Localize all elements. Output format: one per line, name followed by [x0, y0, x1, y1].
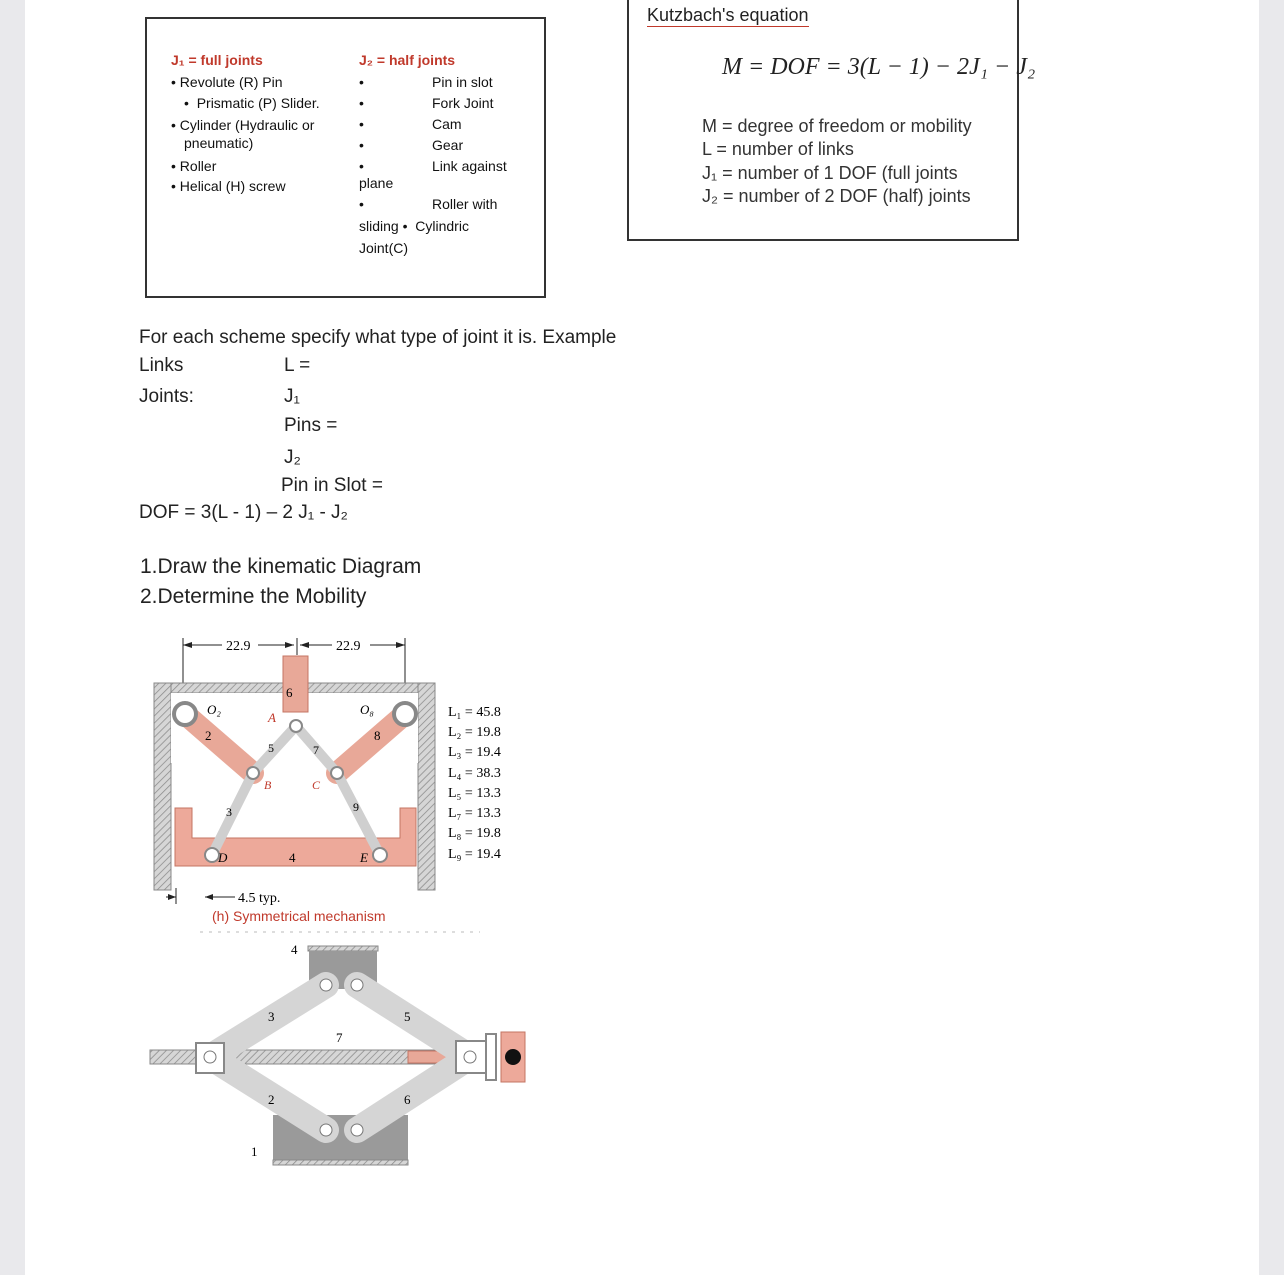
figure-caption: (h) Symmetrical mechanism — [212, 908, 386, 924]
list-item: pneumatic) — [184, 135, 254, 151]
list-item: Cam — [432, 116, 462, 132]
link-number-5: 5 — [268, 741, 274, 755]
list-item: • Helical (H) screw — [171, 178, 286, 194]
link-number-9: 9 — [353, 800, 359, 814]
definition-line: L = number of links — [702, 139, 854, 159]
list-item: • Revolute (R) Pin — [171, 74, 283, 90]
pin-in-slot-label: Pin in Slot = — [281, 475, 383, 496]
link-number-7: 7 — [313, 743, 319, 757]
joints-label: Joints: — [139, 386, 194, 407]
list-item: Gear — [432, 137, 464, 153]
task-item: 1.Draw the kinematic Diagram — [140, 555, 422, 578]
list-item: Fork Joint — [432, 95, 494, 111]
length-label: L₅ = 13.3 — [448, 786, 501, 801]
definition-line: J₂ = number of 2 DOF (half) joints — [702, 186, 971, 206]
pins-label: Pins = — [284, 415, 338, 436]
length-label: L₂ = 19.8 — [448, 725, 501, 740]
j2-label: J₂ — [284, 447, 301, 468]
point-label-e: E — [360, 850, 368, 865]
jack-link-number-5: 5 — [404, 1009, 411, 1024]
task-item: 2.Determine the Mobility — [140, 585, 367, 608]
kutzbach-equation: M = DOF = 3(L − 1) − 2J₁ − J₂ — [722, 54, 1036, 80]
length-label: L₈ = 19.8 — [448, 826, 501, 841]
list-item: sliding • Cylindric — [359, 218, 469, 234]
kutzbach-title: Kutzbach's equation — [647, 5, 809, 25]
length-label: L₃ = 19.4 — [448, 745, 501, 760]
length-label: L₁ = 45.8 — [448, 705, 501, 720]
links-label: Links — [139, 355, 184, 376]
link-number-4: 4 — [289, 850, 296, 865]
definition-line: M = degree of freedom or mobility — [702, 116, 972, 136]
dim-left-label: 22.9 — [226, 639, 251, 654]
list-item: Pin in slot — [432, 74, 493, 90]
half-joints-header: J₂ = half joints — [359, 52, 456, 68]
list-item: Joint(C) — [359, 240, 409, 256]
link-number-2: 2 — [205, 728, 212, 743]
link-number-3: 3 — [226, 805, 232, 819]
jack-link-number-6: 6 — [404, 1092, 411, 1107]
dof-formula: DOF = 3(L - 1) – 2 J₁ - J₂ — [139, 502, 348, 523]
jack-link-number-1: 1 — [251, 1144, 258, 1159]
length-label: L₉ = 19.4 — [448, 847, 501, 862]
links-value: L = — [284, 355, 311, 376]
link-number-8: 8 — [374, 728, 381, 743]
point-label-c: C — [312, 778, 321, 792]
full-joints-header: J₁ = full joints — [171, 52, 263, 68]
list-item: • Cylinder (Hydraulic or — [171, 117, 315, 133]
point-label-o8: O₈ — [360, 702, 374, 717]
list-item: Link against — [432, 158, 507, 174]
list-item: • Roller — [171, 158, 217, 174]
dim-right-label: 22.9 — [336, 639, 361, 654]
link-number-6: 6 — [286, 685, 293, 700]
jack-link-number-7: 7 — [336, 1030, 343, 1045]
instruction-intro: For each scheme specify what type of joint it is. Example — [139, 327, 617, 348]
j1-label: J₁ — [284, 386, 300, 407]
typ-label: 4.5 typ. — [238, 891, 281, 906]
list-item: Roller with — [432, 196, 498, 212]
list-item: plane — [359, 175, 394, 191]
point-label-a: A — [268, 710, 276, 725]
point-label-d: D — [218, 850, 228, 865]
list-item: • Prismatic (P) Slider. — [184, 95, 320, 111]
point-label-b: B — [264, 778, 272, 792]
jack-link-number-4: 4 — [291, 942, 298, 957]
length-label: L₇ = 13.3 — [448, 806, 501, 821]
definition-line: J₁ = number of 1 DOF (full joints — [702, 163, 958, 183]
jack-link-number-3: 3 — [268, 1009, 275, 1024]
point-label-o2: O₂ — [207, 702, 221, 717]
jack-link-number-2: 2 — [268, 1092, 275, 1107]
length-label: L₄ = 38.3 — [448, 766, 501, 781]
